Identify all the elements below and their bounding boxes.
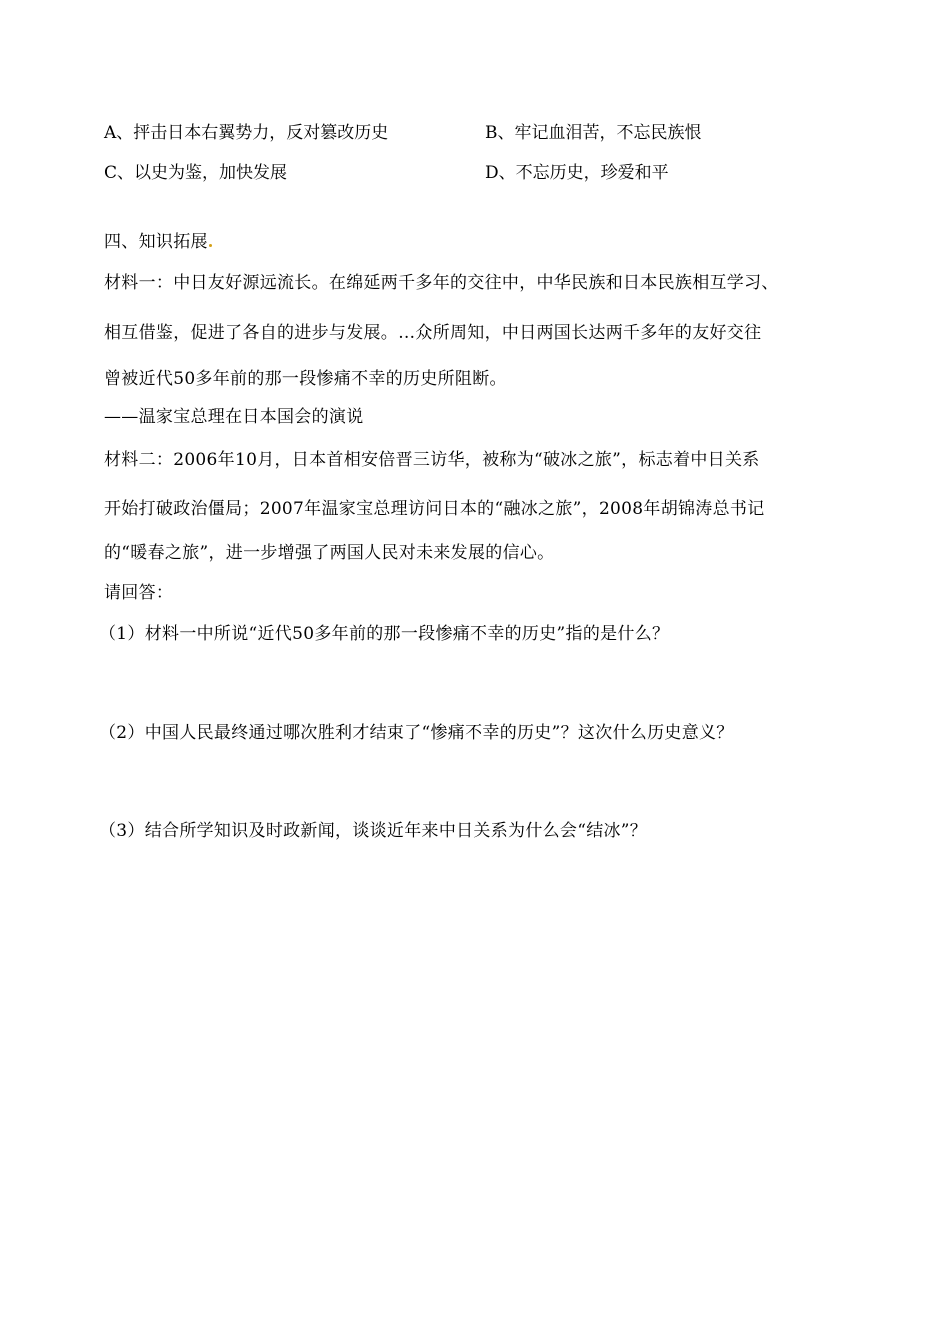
question-3: （3）结合所学知识及时政新闻，谈谈近年来中日关系为什么会“结冰”？ (99, 821, 648, 841)
material1-line2: 相互借鉴，促进了各自的进步与发展。…众所周知，中日两国长达两千多年的友好交往 (104, 323, 762, 343)
material1-line3: 曾被近代50多年前的那一段惨痛不幸的历史所阻断。 (104, 369, 507, 389)
option-d: D、不忘历史，珍爱和平 (485, 163, 669, 183)
edit-mark-icon (209, 244, 212, 247)
material1-source: ——温家宝总理在日本国会的演说 (104, 407, 364, 427)
material2-line1: 材料二：2006年10月，日本首相安倍晋三访华，被称为“破冰之旅”，标志着中日关系 (104, 450, 760, 470)
material1-line1: 材料一：中日友好源远流长。在绵延两千多年的交往中，中华民族和日本民族相互学习、 (104, 273, 779, 293)
material2-line2: 开始打破政治僵局；2007年温家宝总理访问日本的“融冰之旅”，2008年胡锦涛总书记 (104, 499, 765, 519)
material2-line3: 的“暖春之旅”，进一步增强了两国人民对未来发展的信心。 (104, 543, 555, 563)
answer-prompt: 请回答： (104, 583, 174, 603)
option-c: C、以史为鉴，加快发展 (104, 163, 288, 183)
question-2: （2）中国人民最终通过哪次胜利才结束了“惨痛不幸的历史”？这次什么历史意义？ (99, 723, 734, 743)
question-1: （1）材料一中所说“近代50多年前的那一段惨痛不幸的历史”指的是什么？ (99, 624, 670, 644)
section-heading: 四、知识拓展 (104, 231, 212, 253)
option-a: A、抨击日本右翼势力，反对篡改历史 (104, 123, 389, 143)
option-b: B、牢记血泪苦，不忘民族恨 (485, 123, 702, 143)
